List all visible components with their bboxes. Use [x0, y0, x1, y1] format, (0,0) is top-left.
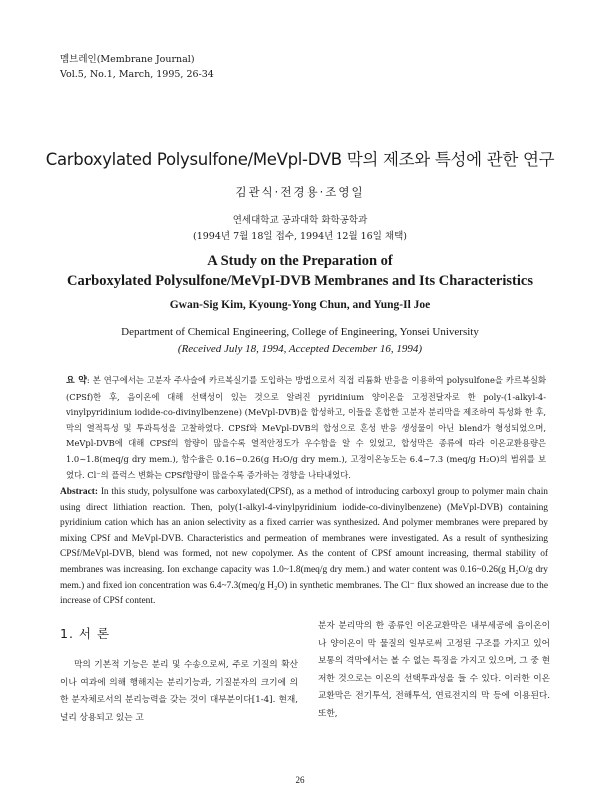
section-heading-introduction: 1. 서 론: [60, 626, 111, 641]
body-column-right: [318, 618, 550, 724]
english-title-line1: A Study on the Preparation of: [207, 253, 393, 269]
journal-name: 멤브레인(Membrane Journal): [60, 54, 195, 65]
korean-abstract-text: : 본 연구에서는 고분자 주사슬에 카르복실기를 도입하는 방법으로서 직접 리튬화 반응을 이용하여 polysulfone을 카르복실화(CPSf)한 후, 음이온에 대해 선택성이 있는 것으로 알려진 pyridinium 양이온을 고정전달자로 한 poly-(1-alkyl-4-vinylpyridinium iodide-co-divinylbenzene) (MeVpl-DVB)을 합성하고, 이들을 혼합한 고분자 분리막을 제조하여 특성화 한 후, 막의 열적특성 및 투과특성을 고찰하였다. CPSf와 MeVpl-DVB의 합성으로 혼성 반응 생성물이 아닌 blend가 형성되었으며, MeVpl-DVB에 대해 CPSf의 함량이 많을수록 열적안정도가 우수함을 알 수 있었고, 합성막은 종류에 따라 이온교환용량은 1.0~1.8(meq/g dry mem.), 함수율은 0.16~0.26(g H₂O/g dry mem.), 고정이온농도는 6.4~7.3 (meq/g H₂O)의 범위를 보였다. Cl⁻의 플럭스 변화는 CPSf함량이 많을수록 증가하는 경향을 나타내었다.: [66, 375, 546, 480]
page-number: 26: [295, 775, 305, 785]
korean-abstract-label: 요 약: [66, 376, 87, 386]
english-affiliation: Department of Chemical Engineering, College of Engineering, Yonsei University: [121, 326, 479, 338]
english-abstract-label: Abstract:: [60, 487, 99, 497]
intro-paragraph-right: 분자 분리막의 한 종류인 이온교환막은 내부세공에 음이온이나 양이온이 막 물질의 일부로써 고정된 구조를 가지고 있어 보통의 격막에서는 볼 수 없는 특징을 가지고 있으며, 그 중 현저한 것으로는 이온의 선택투과성을 들 수 있다. 이러한 이온교환막은 전기투석, 전해투석, 연료전지의 막 등에 이용된다. 또한,: [318, 621, 550, 719]
english-authors: Gwan-Sig Kim, Kyoung-Yong Chun, and Yung-Il Joe: [169, 299, 431, 311]
intro-paragraph-left: 막의 기본적 기능은 분리 및 수송으로써, 주로 기질의 확산이나 여과에 의해 행해지는 분리기능과, 기질분자의 크기에 의한 분자체로서의 분리능력을 갖는 것이 대부분이다[1-4]. 현재, 널리 상용되고 있는 고: [60, 660, 298, 723]
english-abstract-text: In this study, polysulfone was carboxylated(CPSf), as a method of introducing carboxyl group to polymer main chain using direct lithiation reaction. Then, poly(1-alkyl-4-vinylpyridinium iodide-co-divinylbenzene) (MeVpl-DVB) containing pyridinium cation which has an anion selectivity as a fixed carrier was synthesized. And polymer membranes were prepared by mixing CPSf and MeVpl-DVB. Characteristics and permeation of membranes were investigated. As a result of synthesizing CPSf/MeVpl-DVB, blend was formed, not new copolymer. As the content of CPSf amount increasing, thermal stability of membranes was increasing. Ion exchange capacity was 1.0~1.8(meq/g dry mem.) and water content was 0.16~0.26(g H₂O/g dry mem.) and fixed ion concentration was 6.4~7.3(meq/g H₂O) in synthetic membranes. The Cl⁻ flux showed an increase due to the increase of CPSf content.: [60, 487, 548, 607]
korean-abstract: [66, 373, 546, 483]
korean-affiliation: 연세대학교 공과대학 화학공학과: [232, 215, 368, 226]
journal-issue: Vol.5, No.1, March, 1995, 26-34: [60, 69, 214, 80]
english-affiliation-block: [0, 324, 600, 358]
korean-authors: 김관식·전경용·조영일: [235, 185, 365, 199]
korean-received-dates: (1994년 7월 18일 접수, 1994년 12월 16일 채택): [192, 231, 407, 242]
english-title: [0, 251, 600, 291]
english-received-dates: (Received July 18, 1994, Accepted December 16, 1994): [177, 343, 423, 355]
english-title-line2: Carboxylated Polysulfone/MeVpI-DVB Membranes and Its Characteristics: [67, 273, 533, 289]
body-column-left: [60, 657, 298, 727]
journal-header: [60, 52, 214, 82]
korean-title: Carboxylated Polysulfone/MeVpl-DVB 막의 제조와 특성에 관한 연구: [45, 150, 555, 169]
korean-affiliation-block: [0, 213, 600, 245]
english-abstract: [60, 485, 548, 610]
